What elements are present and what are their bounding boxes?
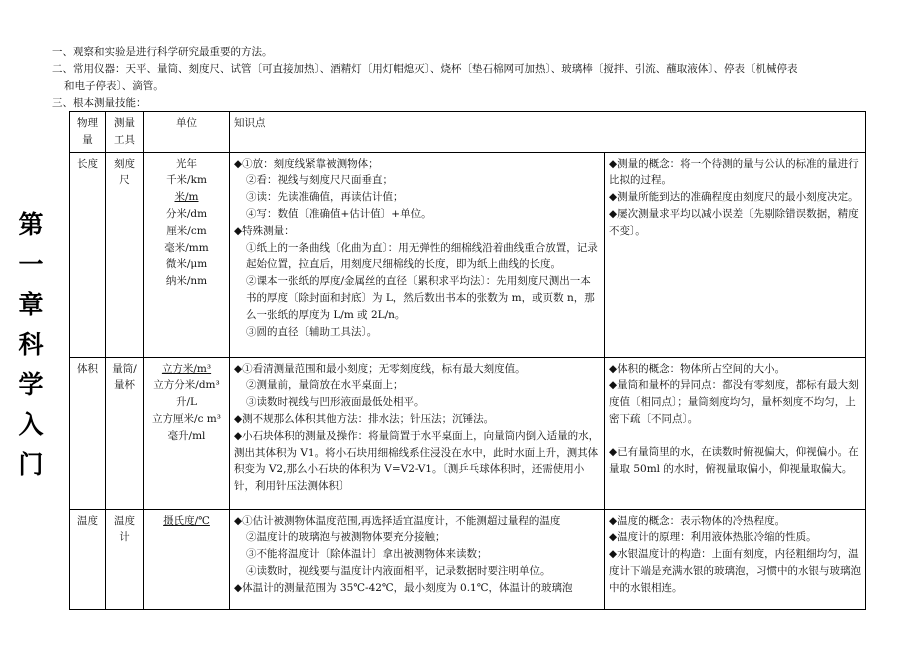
intro-line-3: 三、根本测量技能： (52, 97, 147, 109)
unit-item: 立方分米/dm³ (153, 379, 220, 392)
intro-line-2-continued: 和电子停表〕、滴管。 (64, 80, 164, 92)
knowledge-line: ◆①估计被测物体温度范围,再选择适宜温度计，不能测超过量程的温度 (234, 514, 561, 527)
side-char: 门 (18, 450, 44, 479)
concept-cell (605, 357, 866, 509)
knowledge-line: ③读数时视线与凹形液面最低处相平。 (246, 396, 425, 409)
knowledge-line: ②温度计的玻璃泡与被测物体要充分接触； (246, 531, 446, 544)
quantity-cell: 体积 (70, 357, 106, 509)
table-row (70, 152, 866, 357)
concept-cell (605, 509, 866, 609)
unit-item: 立方厘米/c m³ (152, 412, 221, 425)
knowledge-cell (230, 152, 605, 357)
intro-section (52, 44, 872, 112)
unit-item: 毫升/ml (167, 429, 206, 442)
intro-line-1: 一、观察和实验是进行科学研究最重要的方法。 (52, 46, 273, 58)
intro-line-2: 二、常用仪器：天平、量筒、刻度尺、试管〔可直接加热〕、酒精灯〔用灯帽熄灭〕、烧杯〔垫石棉网可加热〕、玻璃棒〔搅拌、引流、蘸取液体〕、停表〔机械停表 (52, 63, 798, 75)
quantity-cell: 温度 (70, 509, 106, 609)
unit-item: 升/L (175, 396, 197, 409)
unit-item: 千米/km (166, 174, 207, 187)
concept-line: ◆已有量筒里的水，在读数时俯视偏大，仰视偏小。在量取 50ml 的水时，俯视量取偏小，仰视量取偏大。 (609, 445, 859, 475)
unit-item: 立方米/m³ (161, 362, 212, 375)
side-char: 章 (18, 290, 44, 319)
concept-line: ◆测量所能到达的准确程度由刻度尺的最小刻度决定。 (609, 191, 859, 204)
concept-spacer (609, 428, 861, 444)
concept-line: ◆测量的概念：将一个待测的量与公认的标准的量进行比拟的过程。 (609, 157, 859, 187)
unit-cell (144, 357, 230, 509)
header-unit: 单位 (144, 112, 230, 153)
knowledge-line: ◆体温计的测量范围为 35℃-42℃，最小刻度为 0.1℃，体温计的玻璃泡 (234, 581, 573, 594)
knowledge-line: ④写：数值〔准确值+估计值〕+单位。 (246, 207, 432, 220)
knowledge-line: ②测量前，量筒放在水平桌面上； (246, 379, 404, 392)
unit-item: 微米/μm (165, 258, 208, 271)
concept-line: ◆量筒和量杯的异同点：都没有零刻度，都标有最大刻度值〔相同点〕；量筒刻度均匀，量杯刻度不均匀，上密下疏〔不同点〕。 (609, 379, 859, 425)
concept-line: ◆温度的概念：表示物体的冷热程度。 (609, 514, 786, 527)
knowledge-line: ◆测不规那么体积其他方法：排水法；针压法；沉锤法。 (234, 412, 495, 425)
knowledge-line: ③读：先读准确值，再读估计值； (246, 191, 404, 204)
header-tool: 测量工具 (106, 112, 144, 153)
side-char: 学 (18, 370, 44, 399)
chapter-side-title (16, 205, 46, 485)
knowledge-cell (230, 509, 605, 609)
side-char: 入 (18, 410, 44, 439)
measurement-table (69, 111, 866, 610)
concept-line: ◆屡次测量求平均以减小误差〔先剔除错误数据，精度不变〕。 (609, 207, 859, 237)
table-row (70, 509, 866, 609)
knowledge-line: ◆①看清测量范围和最小刻度；无零刻度线，标有最大刻度值。 (234, 362, 526, 375)
knowledge-line: ②课本一张纸的厚度/金属丝的直径〔累积求平均法〕：先用刻度尺测出一本书的厚度〔除封面和封底〕为 L，然后数出书本的张数为 m，或页数 n，那么一张纸的厚度为 L/m 或 2L/n。 (246, 275, 595, 321)
knowledge-line: ②看：视线与刻度尺尺面垂直； (246, 174, 393, 187)
tool-cell: 温度计 (106, 509, 144, 609)
knowledge-line: ③圆的直径〔辅助工具法〕。 (246, 325, 378, 338)
knowledge-line: ③不能将温度计〔除体温计〕拿出被测物体来读数； (246, 548, 488, 561)
knowledge-line: ①纸上的一条曲线〔化曲为直〕：用无弹性的细棉线沿着曲线重合放置，记录起始位置，拉直后，用刻度尺细棉线的长度，即为纸上曲线的长度。 (246, 241, 598, 271)
tool-cell: 量筒/量杯 (106, 357, 144, 509)
concept-line: ◆水银温度计的构造：上面有刻度，内径粗细均匀，温度计下端是充满水银的玻璃泡，习惯中的水银与玻璃泡中的水银相连。 (609, 548, 861, 594)
unit-item: 纳米/nm (165, 275, 208, 288)
side-char: 第 (18, 210, 44, 239)
knowledge-line: ◆小石块体积的测量及操作：将量筒置于水平桌面上，向量筒内倒入适量的水，测出其体积为 V1。将小石块用细棉线系住浸没在水中，此时水面上升，测其体积变为 V2,那么小石块的体积为 V=V2-V1。〔测乒乓球体积时，还需使用小针，利用针压法测体积〕 (234, 429, 600, 493)
unit-item: 光年 (176, 157, 197, 170)
knowledge-cell (230, 357, 605, 509)
concept-cell (605, 152, 866, 357)
unit-cell (144, 152, 230, 357)
unit-item: 毫米/mm (164, 241, 209, 254)
concept-line: ◆温度计的原理：利用液体热胀冷缩的性质。 (609, 531, 817, 544)
header-knowledge: 知识点 (230, 112, 866, 153)
table-row (70, 357, 866, 509)
unit-item: 厘米/cm (166, 224, 207, 237)
header-quantity: 物理量 (70, 112, 106, 153)
unit-cell (144, 509, 230, 609)
side-char: 一 (18, 250, 44, 279)
concept-line: ◆体积的概念：物体所占空间的大小。 (609, 362, 786, 375)
quantity-cell: 长度 (70, 152, 106, 357)
knowledge-line: ④读数时，视线要与温度计内液面相平，记录数据时要注明单位。 (246, 564, 551, 577)
table-header-row (70, 112, 866, 153)
tool-cell: 刻度尺 (106, 152, 144, 357)
unit-item: 摄氏度/℃ (163, 514, 210, 527)
side-char: 科 (18, 330, 44, 359)
unit-item: 分米/dm (165, 207, 208, 220)
unit-item: 米/m (174, 191, 199, 204)
knowledge-line: ◆特殊测量： (234, 224, 295, 237)
knowledge-line: ◆①放：刻度线紧靠被测物体； (234, 157, 379, 170)
